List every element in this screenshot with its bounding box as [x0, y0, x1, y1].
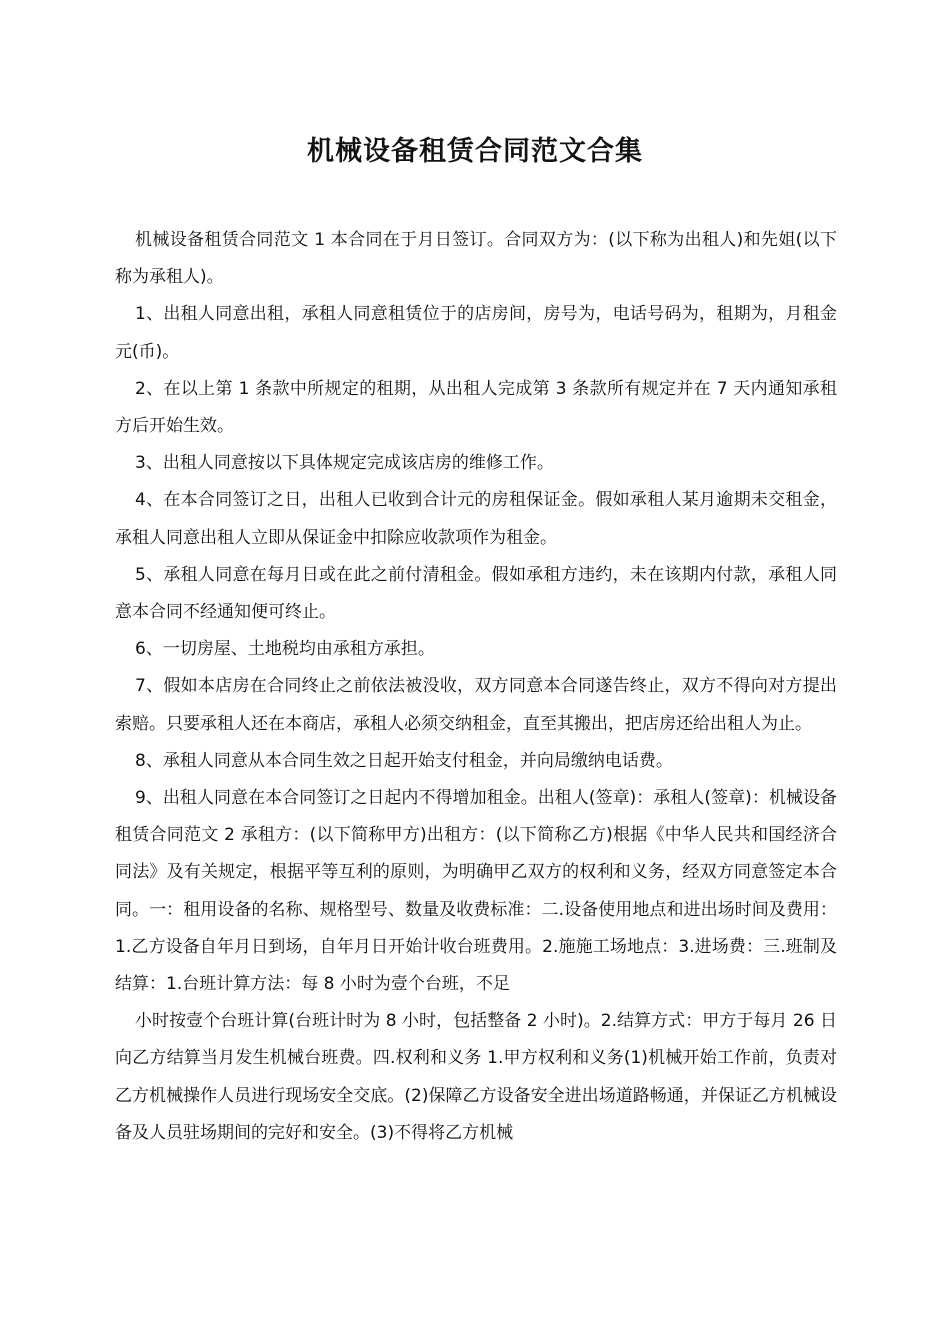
paragraph-clause-8: 8、承租人同意从本合同生效之日起开始支付租金，并向局缴纳电话费。	[135, 750, 673, 771]
paragraph-clause-3: 3、出租人同意按以下具体规定完成该店房的维修工作。	[135, 453, 554, 474]
paragraph-clause-6: 6、一切房屋、土地税均由承租方承担。	[135, 639, 435, 660]
paragraph-clause-4: 4、在本合同签订之日，出租人已收到合计元的房租保证金。假如承租人某月逾期未交租金，承租人同意出租人立即从保证金中扣除应收款项作为租金。	[115, 490, 837, 548]
paragraph-clause-1: 1、出租人同意出租，承租人同意租赁位于的店房间，房号为，电话号码为，租期为，月租金元(币)。	[115, 304, 837, 362]
paragraph-intro: 机械设备租赁合同范文 1 本合同在于月日签订。合同双方为：(以下称为出租人)和先姐(以下称为承租人)。	[115, 230, 837, 288]
paragraph-clause-2: 2、在以上第 1 条款中所规定的租期，从出租人完成第 3 条款所有规定并在 7 天内通知承租方后开始生效。	[115, 378, 837, 437]
paragraph-clause-7: 7、假如本店房在合同终止之前依法被没收，双方同意本合同遂告终止，双方不得向对方提出索赔。只要承租人还在本商店，承租人必须交纳租金，直至其搬出，把店房还给出租人为止。	[115, 676, 837, 734]
paragraph-clause-5: 5、承租人同意在每月日或在此之前付清租金。假如承租方违约，未在该期内付款，承租人同意本合同不经通知便可终止。	[115, 564, 837, 623]
paragraph-clause-9: 9、出租人同意在本合同签订之日起内不得增加租金。出租人(签章)：承租人(签章)：机械设备租赁合同范文 2 承租方：(以下简称甲方)出租方：(以下简称乙方)根据《中华人民共和国经济合同法》及有关规定，根据平等互利的原则，为明确甲乙双方的权利和义务，经双方同意签定本合同。一：租用设备的名称、规格型号、数量及收费标准：二.设备使用地点和进出场时间及费用：1.乙方设备自年月日到场，自年月日开始计收台班费用。2.施施工场地点：3.进场费：三.班制及结算：1.台班计算方法：每 8 小时为壹个台班，不足	[115, 788, 837, 995]
document-body	[115, 222, 837, 1152]
document-title: 机械设备租赁合同范文合集	[307, 136, 643, 167]
paragraph-continuation: 小时按壹个台班计算(台班计时为 8 小时，包括整备 2 小时)。2.结算方式：甲方于每月 26 日向乙方结算当月发生机械台班费。四.权利和义务 1.甲方权利和义务(1)机械开始工作前，负责对乙方机械操作人员进行现场安全交底。(2)保障乙方设备安全进出场道路畅通，并保证乙方机械设备及人员驻场期间的完好和安全。(3)不得将乙方机械	[115, 1011, 837, 1143]
